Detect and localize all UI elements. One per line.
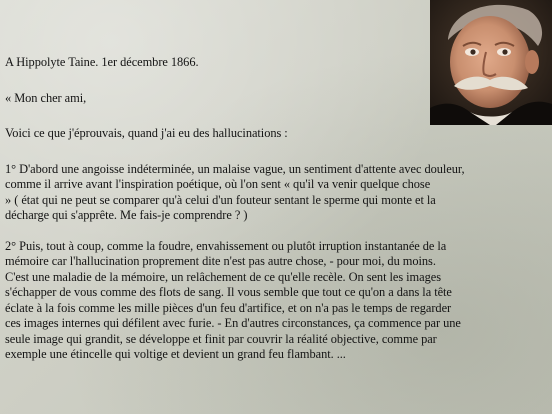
paragraph-2-line: ces images internes qui défilent avec furie. - En d'autres circonstances, ça commence par une [5, 316, 461, 330]
header-line: A Hippolyte Taine. 1er décembre 1866. [5, 55, 199, 69]
letter-header [5, 55, 535, 71]
letter-text [5, 55, 535, 363]
paragraph-2 [5, 239, 535, 363]
letter-salutation [5, 91, 535, 107]
paragraph-2-line: C'est une maladie de la mémoire, un relâchement de ce qu'elle recèle. On sent les images [5, 269, 441, 284]
paragraph-1-line: » ( état qui ne peut se comparer qu'à celui d'un fouteur sentant le sperme qui monte et la [5, 192, 436, 207]
paragraph-2-line: mémoire car l'hallucination proprement dite n'est pas autre chose, - pour moi, du moins. [5, 254, 436, 268]
paragraph-1 [5, 162, 535, 224]
paragraph-2-line: seule image qui grandit, se développe et finit par couvrir la réalité objective, comme par [5, 331, 437, 346]
paragraph-2-line: éclate à la fois comme les mille pièces d'un feu d'artifice, et on n'a pas le temps de regarder [5, 300, 452, 315]
paragraph-1-line: décharge qui s'apprête. Me fais-je comprendre ? ) [5, 208, 248, 222]
paragraph-2-line: 2° Puis, tout à coup, comme la foudre, envahissement ou plutôt irruption instantanée de la [5, 238, 447, 253]
salutation-line: « Mon cher ami, [5, 90, 87, 105]
letter-intro [5, 126, 535, 142]
intro-line: Voici ce que j'éprouvais, quand j'ai eu des hallucinations : [5, 126, 288, 140]
paragraph-2-line: exemple une étincelle qui voltige et devient un grand feu flambant. ... [5, 347, 346, 361]
paragraph-1-line: 1° D'abord une angoisse indéterminée, un malaise vague, un sentiment d'attente avec douleur, [5, 161, 465, 176]
paragraph-2-line: s'échapper de vous comme des flots de sang. Il vous semble que tout ce qu'on a dans la tête [5, 285, 452, 299]
paragraph-1-line: comme il arrive avant l'inspiration poétique, où l'on sent « qu'il va venir quelque chose [5, 177, 431, 191]
